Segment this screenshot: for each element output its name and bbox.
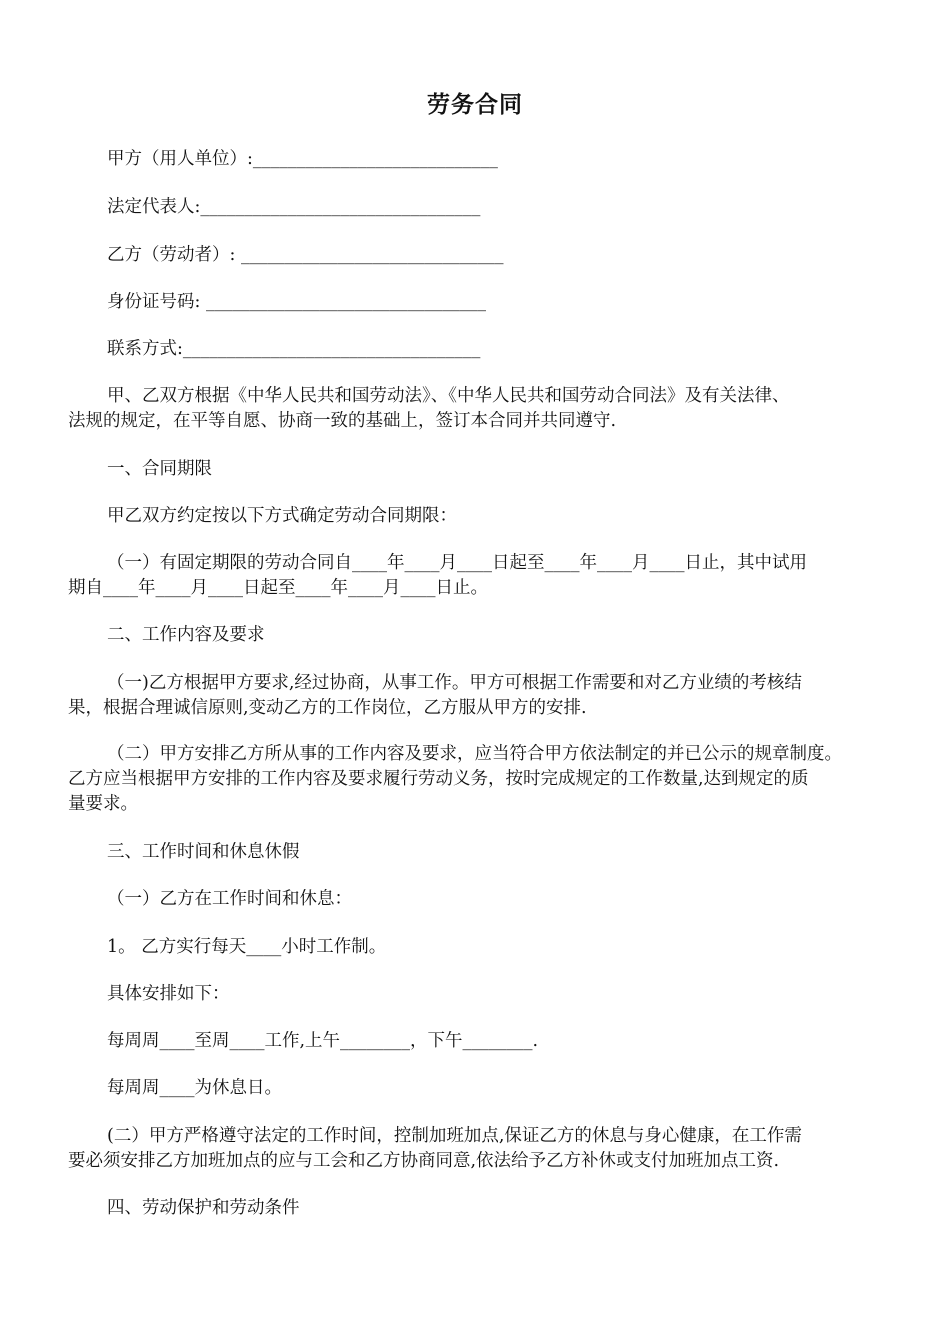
intro-line-2: 法规的规定，在平等自愿、协商一致的基础上，签订本合同并共同遵守. [68,411,617,431]
section-2-para-1-line-2: 果，根据合理诚信原则,变动乙方的工作岗位，乙方服从甲方的安排. [68,698,587,718]
section-1-para-2-line-1: （一）有固定期限的劳动合同自____年____月____日起至____年____月____日止，其中试用 [107,553,807,573]
party-b-field: 乙方（劳动者）: ______________________________ [107,245,504,265]
intro-line-1: 甲、乙双方根据《中华人民共和国劳动法》、《中华人民共和国劳动合同法》及有关法律、 [107,386,790,406]
section-3-para-4: 每周周____至周____工作,上午________，下午________. [107,1031,539,1051]
id-number-field: 身份证号码: ________________________________ [107,292,486,312]
section-3-para-5: 每周周____为休息日。 [107,1078,282,1098]
section-3-heading: 三、工作时间和休息休假 [107,842,300,862]
section-2-para-2-line-1: （二）甲方安排乙方所从事的工作内容及要求，应当符合甲方依法制定的并已公示的规章制度。 [107,744,842,764]
section-1-para-2-line-2: 期自____年____月____日起至____年____月____日止。 [68,578,488,598]
document-title: 劳务合同 [427,92,523,118]
section-4-heading: 四、劳动保护和劳动条件 [107,1198,300,1218]
section-3-para-3: 具体安排如下： [107,984,230,1004]
section-1-para-1: 甲乙双方约定按以下方式确定劳动合同期限： [107,506,457,526]
section-3-para-6-line-2: 要必须安排乙方加班加点的应与工会和乙方协商同意,依法给予乙方补休或支付加班加点工资. [68,1151,780,1171]
contact-field: 联系方式:__________________________________ [107,339,481,359]
section-3-para-1: （一）乙方在工作时间和休息： [107,889,352,909]
section-3-para-2: 1。 乙方实行每天____小时工作制。 [107,937,387,957]
party-a-field: 甲方（用人单位）:____________________________ [107,149,498,169]
legal-rep-field: 法定代表人:________________________________ [107,197,481,217]
section-2-para-1-line-1: （一)乙方根据甲方要求,经过协商，从事工作。甲方可根据工作需要和对乙方业绩的考核结 [107,673,802,693]
section-1-heading: 一、合同期限 [107,459,212,479]
section-3-para-6-line-1: (二）甲方严格遵守法定的工作时间，控制加班加点,保证乙方的休息与身心健康，在工作需 [107,1126,802,1146]
section-2-para-2-line-3: 量要求。 [68,794,138,814]
section-2-heading: 二、工作内容及要求 [107,625,265,645]
section-2-para-2-line-2: 乙方应当根据甲方安排的工作内容及要求履行劳动义务，按时完成规定的工作数量,达到规定的质 [68,769,809,789]
